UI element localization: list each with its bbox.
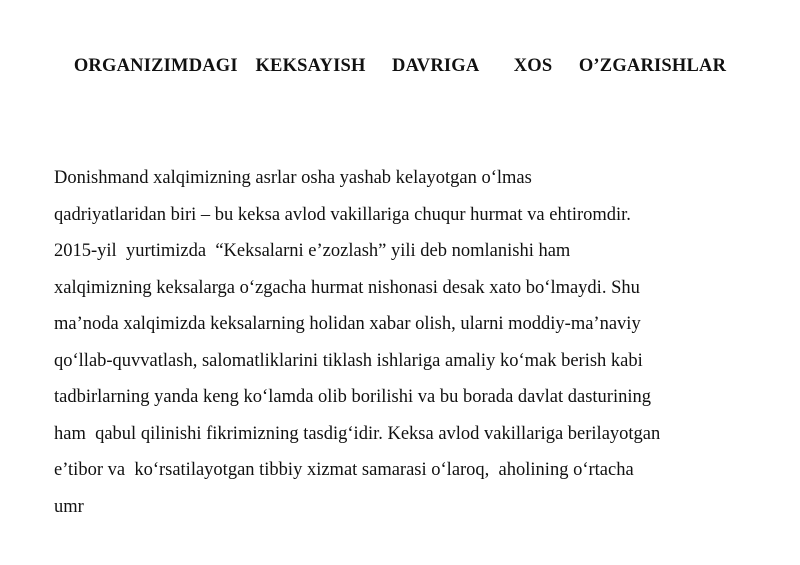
paragraph-line: qo‘llab-quvvatlash, salomatliklarini tiklash ishlariga amaliy ko‘mak berish kabi [54,350,643,371]
paragraph-line: xalqimizning keksalarga o‘zgacha hurmat nishonasi desak xato bo‘lmaydi. Shu [54,277,640,298]
document-body [54,160,754,525]
paragraph-line: ham qabul qilinishi fikrimizning tasdig‘idir. Keksa avlod vakillariga berilayotgan [54,423,661,444]
paragraph-line: umr [54,496,84,517]
paragraph-line: Donishmand xalqimizning asrlar osha yashab kelayotgan o‘lmas [54,168,532,188]
paragraph-line: ma’noda xalqimizda keksalarning holidan xabar olish, ularni moddiy-ma’naviy [54,314,641,334]
paragraph-line: tadbirlarning yanda keng ko‘lamda olib borilishi va bu borada davlat dasturining [54,387,651,407]
document-title: ORGANIZIMDAGI KEKSAYISH DAVRIGA XOS O’ZGARISHLAR [73,56,727,76]
paragraph-line: e’tibor va ko‘rsatilayotgan tibbiy xizmat samarasi o‘laroq, aholining o‘rtacha [54,460,634,480]
paragraph-line: 2015-yil yurtimizda “Keksalarni e’zozlash” yili deb nomlanishi ham [54,241,571,261]
paragraph-line: qadriyatlaridan biri – bu keksa avlod vakillariga chuqur hurmat va ehtiromdir. [54,204,631,225]
